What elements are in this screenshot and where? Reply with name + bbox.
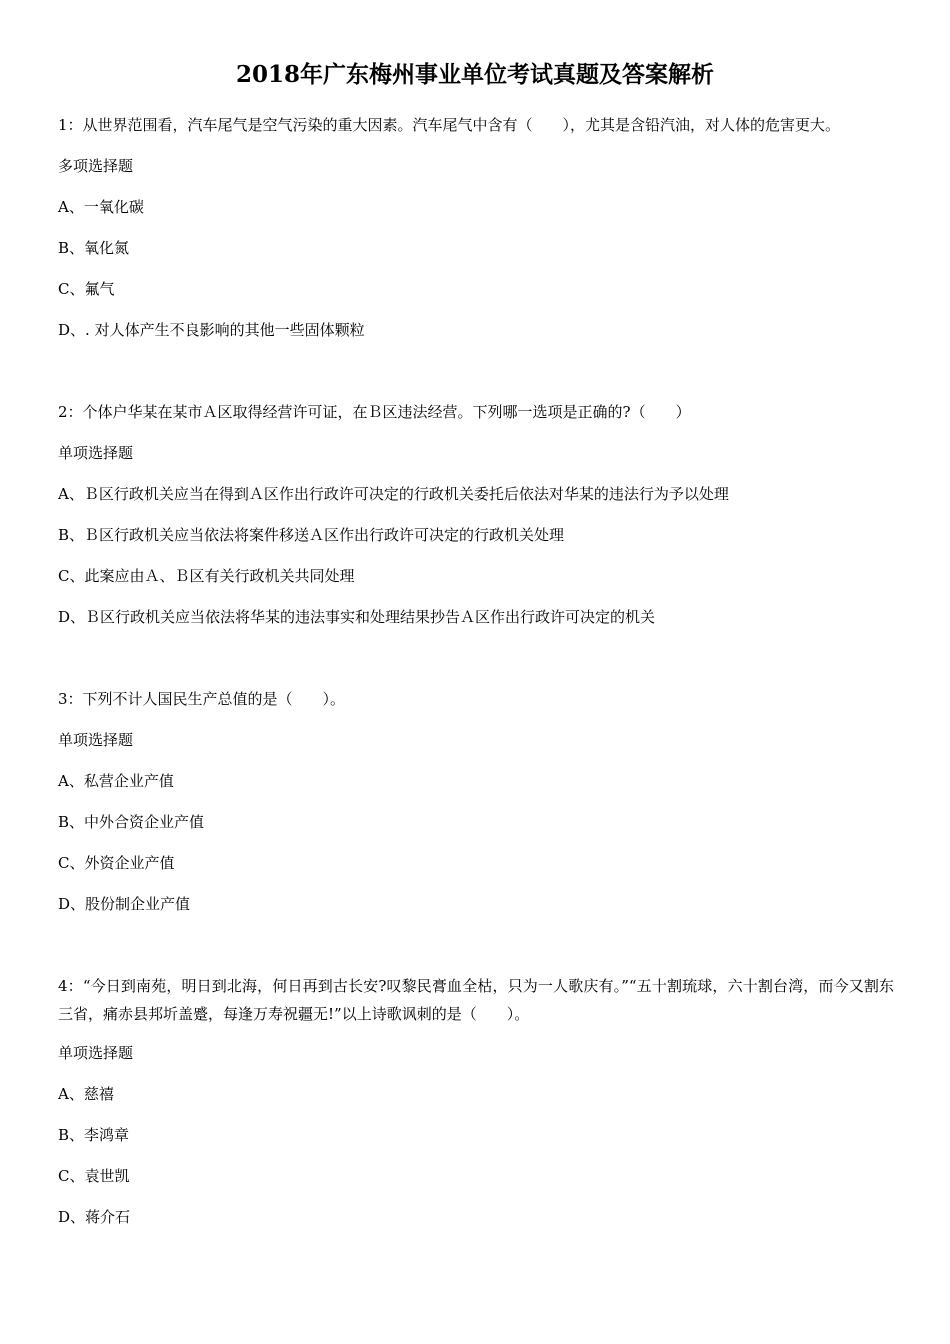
question-2-type: 单项选择题 (58, 444, 134, 462)
question-4-type: 单项选择题 (58, 1044, 134, 1062)
question-3-type: 单项选择题 (58, 731, 134, 749)
question-3-option-c: C、外资企业产值 (58, 854, 175, 872)
question-1-option-a: A、一氧化碳 (58, 198, 144, 216)
question-4-stem: 4：“今日到南苑，明日到北海，何日再到古长安?叹黎民膏血全枯，只为一人歌庆有。”“五十割琉球，六十割台湾，而今又割东三省，痛赤县邦圻盖蹙，每逢万寿祝疆无!”以上诗歌讽刺的是（ ）。 (58, 977, 894, 1023)
question-4-option-c: C、袁世凯 (58, 1167, 130, 1185)
question-4-option-d: D、蒋介石 (58, 1208, 131, 1226)
question-1-type: 多项选择题 (58, 157, 134, 175)
question-1-option-d: D、. 对人体产生不良影响的其他一些固体颗粒 (58, 321, 365, 339)
question-1-stem: 1：从世界范围看，汽车尾气是空气污染的重大因素。汽车尾气中含有（ ），尤其是含铅汽油，对人体的危害更大。 (58, 116, 841, 134)
question-2-stem: 2：个体户华某在某市Ａ区取得经营许可证，在Ｂ区违法经营。下列哪一选项是正确的?（ ） (58, 403, 691, 421)
question-2-option-b: B、Ｂ区行政机关应当依法将案件移送Ａ区作出行政许可决定的行政机关处理 (58, 526, 565, 544)
question-4-option-b: B、李鸿章 (58, 1126, 130, 1144)
question-4-option-a: A、慈禧 (58, 1085, 114, 1103)
document-title: 2018年广东梅州事业单位考试真题及答案解析 (235, 61, 714, 88)
question-1-option-c: C、氟气 (58, 280, 115, 298)
question-3-option-d: D、股份制企业产值 (58, 895, 191, 913)
question-3-option-b: B、中外合资企业产值 (58, 813, 205, 831)
question-2-option-d: D、Ｂ区行政机关应当依法将华某的违法事实和处理结果抄告Ａ区作出行政许可决定的机关 (58, 608, 656, 626)
question-2-option-a: A、Ｂ区行政机关应当在得到Ａ区作出行政许可决定的行政机关委托后依法对华某的违法行为予以处理 (58, 485, 729, 503)
question-2-option-c: C、此案应由Ａ、Ｂ区有关行政机关共同处理 (58, 567, 355, 585)
question-3-option-a: A、私营企业产值 (58, 772, 174, 790)
question-3-stem: 3：下列不计人国民生产总值的是（ ）。 (58, 690, 346, 708)
question-1-option-b: B、氧化氮 (58, 239, 130, 257)
